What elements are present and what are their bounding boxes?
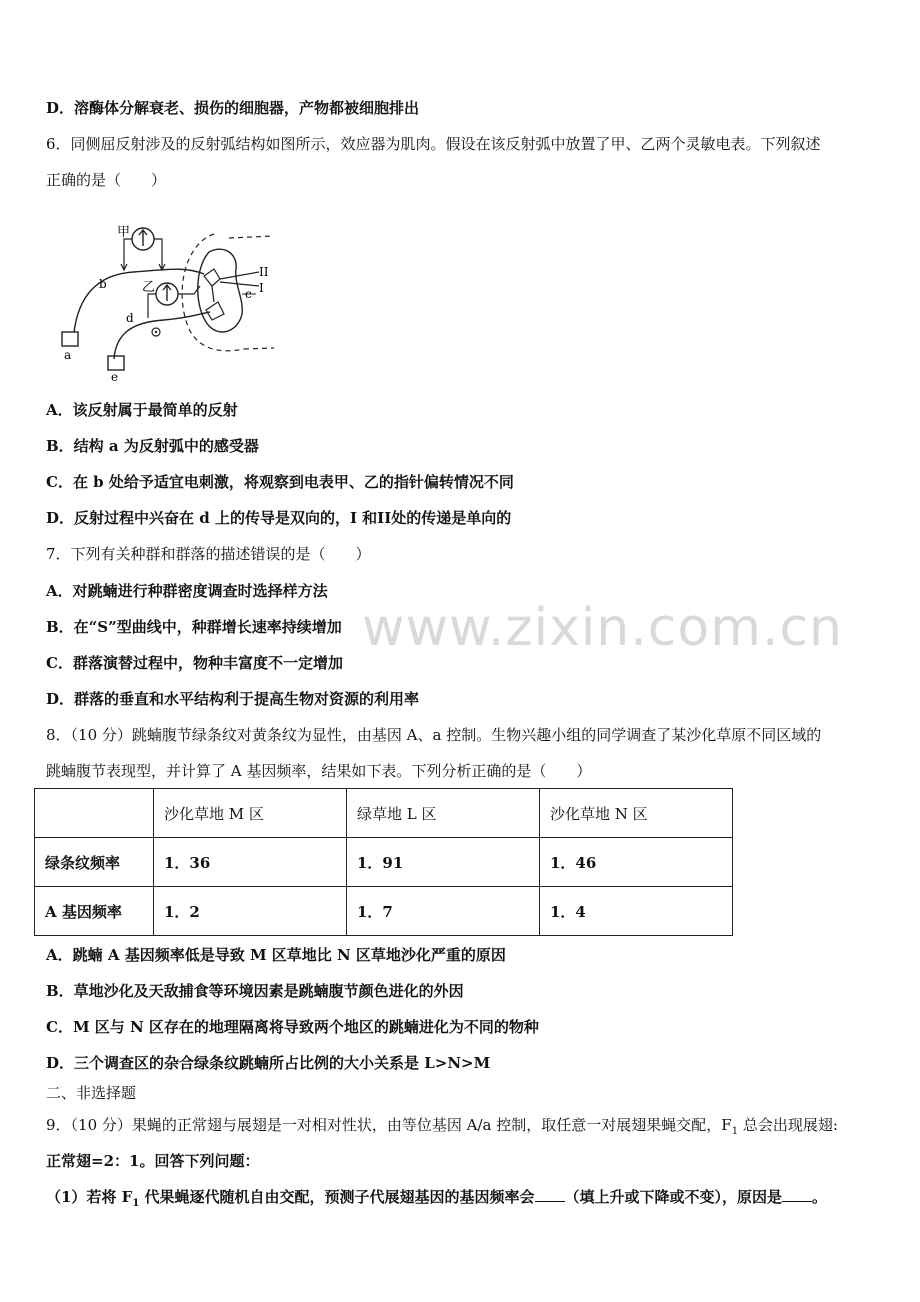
- q6-stem-line2: 正确的是（ ）: [46, 171, 167, 189]
- table-cell: 1．2: [154, 887, 347, 936]
- label-c: c: [245, 287, 252, 301]
- structure-e-box: [108, 356, 124, 370]
- table-cell: 绿草地 L 区: [347, 789, 540, 838]
- table-row: [35, 838, 733, 887]
- q9-sq1-subscript: 1: [132, 1198, 140, 1209]
- q8-option-d: D．三个调查区的杂合绿条纹跳蝻所占比例的大小关系是 L>N>M: [46, 1054, 491, 1072]
- q9-stem-part1: 9．（10 分）果蝇的正常翅与展翅是一对相对性状，由等位基因 A/a 控制，取任意一对展翅果蝇交配，F: [46, 1116, 732, 1134]
- answer-blank[interactable]: [535, 1187, 565, 1202]
- table-cell: 沙化草地 M 区: [154, 789, 347, 838]
- table-cell: 1．4: [540, 887, 733, 936]
- q9-stem-line2: 正常翅=2：1。回答下列问题：: [46, 1152, 260, 1170]
- watermark: www.zixin.com.cn: [362, 598, 843, 658]
- label-a: a: [64, 348, 72, 362]
- section-title: 二、非选择题: [46, 1084, 137, 1102]
- q6-option-c: C．在 b 处给予适宜电刺激，将观察到电表甲、乙的指针偏转情况不同: [46, 473, 514, 491]
- table-cell: 1．46: [540, 838, 733, 887]
- table-cell: 1．91: [347, 838, 540, 887]
- q7-option-a: A．对跳蝻进行种群密度调查时选择样方法: [46, 582, 328, 600]
- q6-option-a: A．该反射属于最简单的反射: [46, 401, 238, 419]
- q6-option-b: B．结构 a 为反射弧中的感受器: [46, 437, 259, 455]
- label-jia: 甲: [117, 225, 131, 240]
- q8-stem-line2: 跳蝻腹节表现型，并计算了 A 基因频率，结果如下表。下列分析正确的是（ ）: [46, 762, 592, 780]
- q9-sq1-end: 。: [812, 1188, 828, 1206]
- q6-stem-line1: 6．同侧屈反射涉及的反射弧结构如图所示，效应器为肌肉。假设在该反射弧中放置了甲、乙两个灵敏电表。下列叙述: [46, 135, 821, 153]
- table-header-row: [35, 789, 733, 838]
- label-II: II: [259, 265, 269, 279]
- q9-subquestion-1: [46, 1186, 827, 1209]
- table-cell: 绿条纹频率: [35, 838, 154, 887]
- table-cell: [35, 789, 154, 838]
- motor-neuron-body: [206, 302, 224, 320]
- gene-frequency-table: [34, 788, 733, 936]
- label-I: I: [259, 281, 264, 295]
- table-row: [35, 887, 733, 936]
- label-b: b: [99, 277, 107, 291]
- q8-option-a: A．跳蝻 A 基因频率低是导致 M 区草地比 N 区草地沙化严重的原因: [46, 946, 506, 964]
- label-d: d: [126, 311, 134, 325]
- table-cell: 沙化草地 N 区: [540, 789, 733, 838]
- reflex-arc-figure: [44, 214, 294, 384]
- q6-option-d: D．反射过程中兴奋在 d 上的传导是双向的，I 和II处的传递是单向的: [46, 509, 512, 527]
- q9-sq1-part3: （填上升或下降或不变），原因是: [564, 1188, 783, 1206]
- table-cell: 1．7: [347, 887, 540, 936]
- q7-option-b: B．在“S”型曲线中，种群增长速率持续增加: [46, 618, 342, 636]
- label-e: e: [111, 370, 119, 384]
- q8-stem-line1: 8．（10 分）跳蝻腹节绿条纹对黄条纹为显性，由基因 A、a 控制。生物兴趣小组的同学调查了某沙化草原不同区域的: [46, 726, 822, 744]
- q8-option-b: B．草地沙化及天敌捕食等环境因素是跳蝻腹节颜色进化的外因: [46, 982, 464, 1000]
- q9-sq1-part1: （1）若将 F: [46, 1188, 133, 1206]
- q7-option-d: D．群落的垂直和水平结构利于提高生物对资源的利用率: [46, 690, 420, 708]
- table-cell: A 基因频率: [35, 887, 154, 936]
- table-cell: 1．36: [154, 838, 347, 887]
- spinal-cord-gray: [198, 249, 243, 332]
- q7-stem: 7．下列有关种群和群落的描述错误的是（ ）: [46, 545, 371, 563]
- q7-option-c: C．群落演替过程中，物种丰富度不一定增加: [46, 654, 343, 672]
- q5-option-d: D．溶酶体分解衰老、损伤的细胞器，产物都被细胞排出: [46, 99, 420, 117]
- answer-blank[interactable]: [782, 1187, 812, 1202]
- structure-a-box: [62, 332, 78, 346]
- q9-sq1-part2: 代果蝇逐代随机自由交配，预测子代展翅基因的基因频率会: [139, 1188, 535, 1206]
- q9-stem-line1: [46, 1114, 838, 1137]
- q8-option-c: C．M 区与 N 区存在的地理隔离将导致两个地区的跳蝻进化为不同的物种: [46, 1018, 539, 1036]
- label-yi: 乙: [142, 280, 156, 295]
- q9-stem-part2: 总会出现展翅:: [738, 1116, 838, 1134]
- interneuron-body: [204, 269, 220, 286]
- q9-subscript: 1: [731, 1126, 739, 1137]
- afferent-fiber-b: [74, 269, 204, 332]
